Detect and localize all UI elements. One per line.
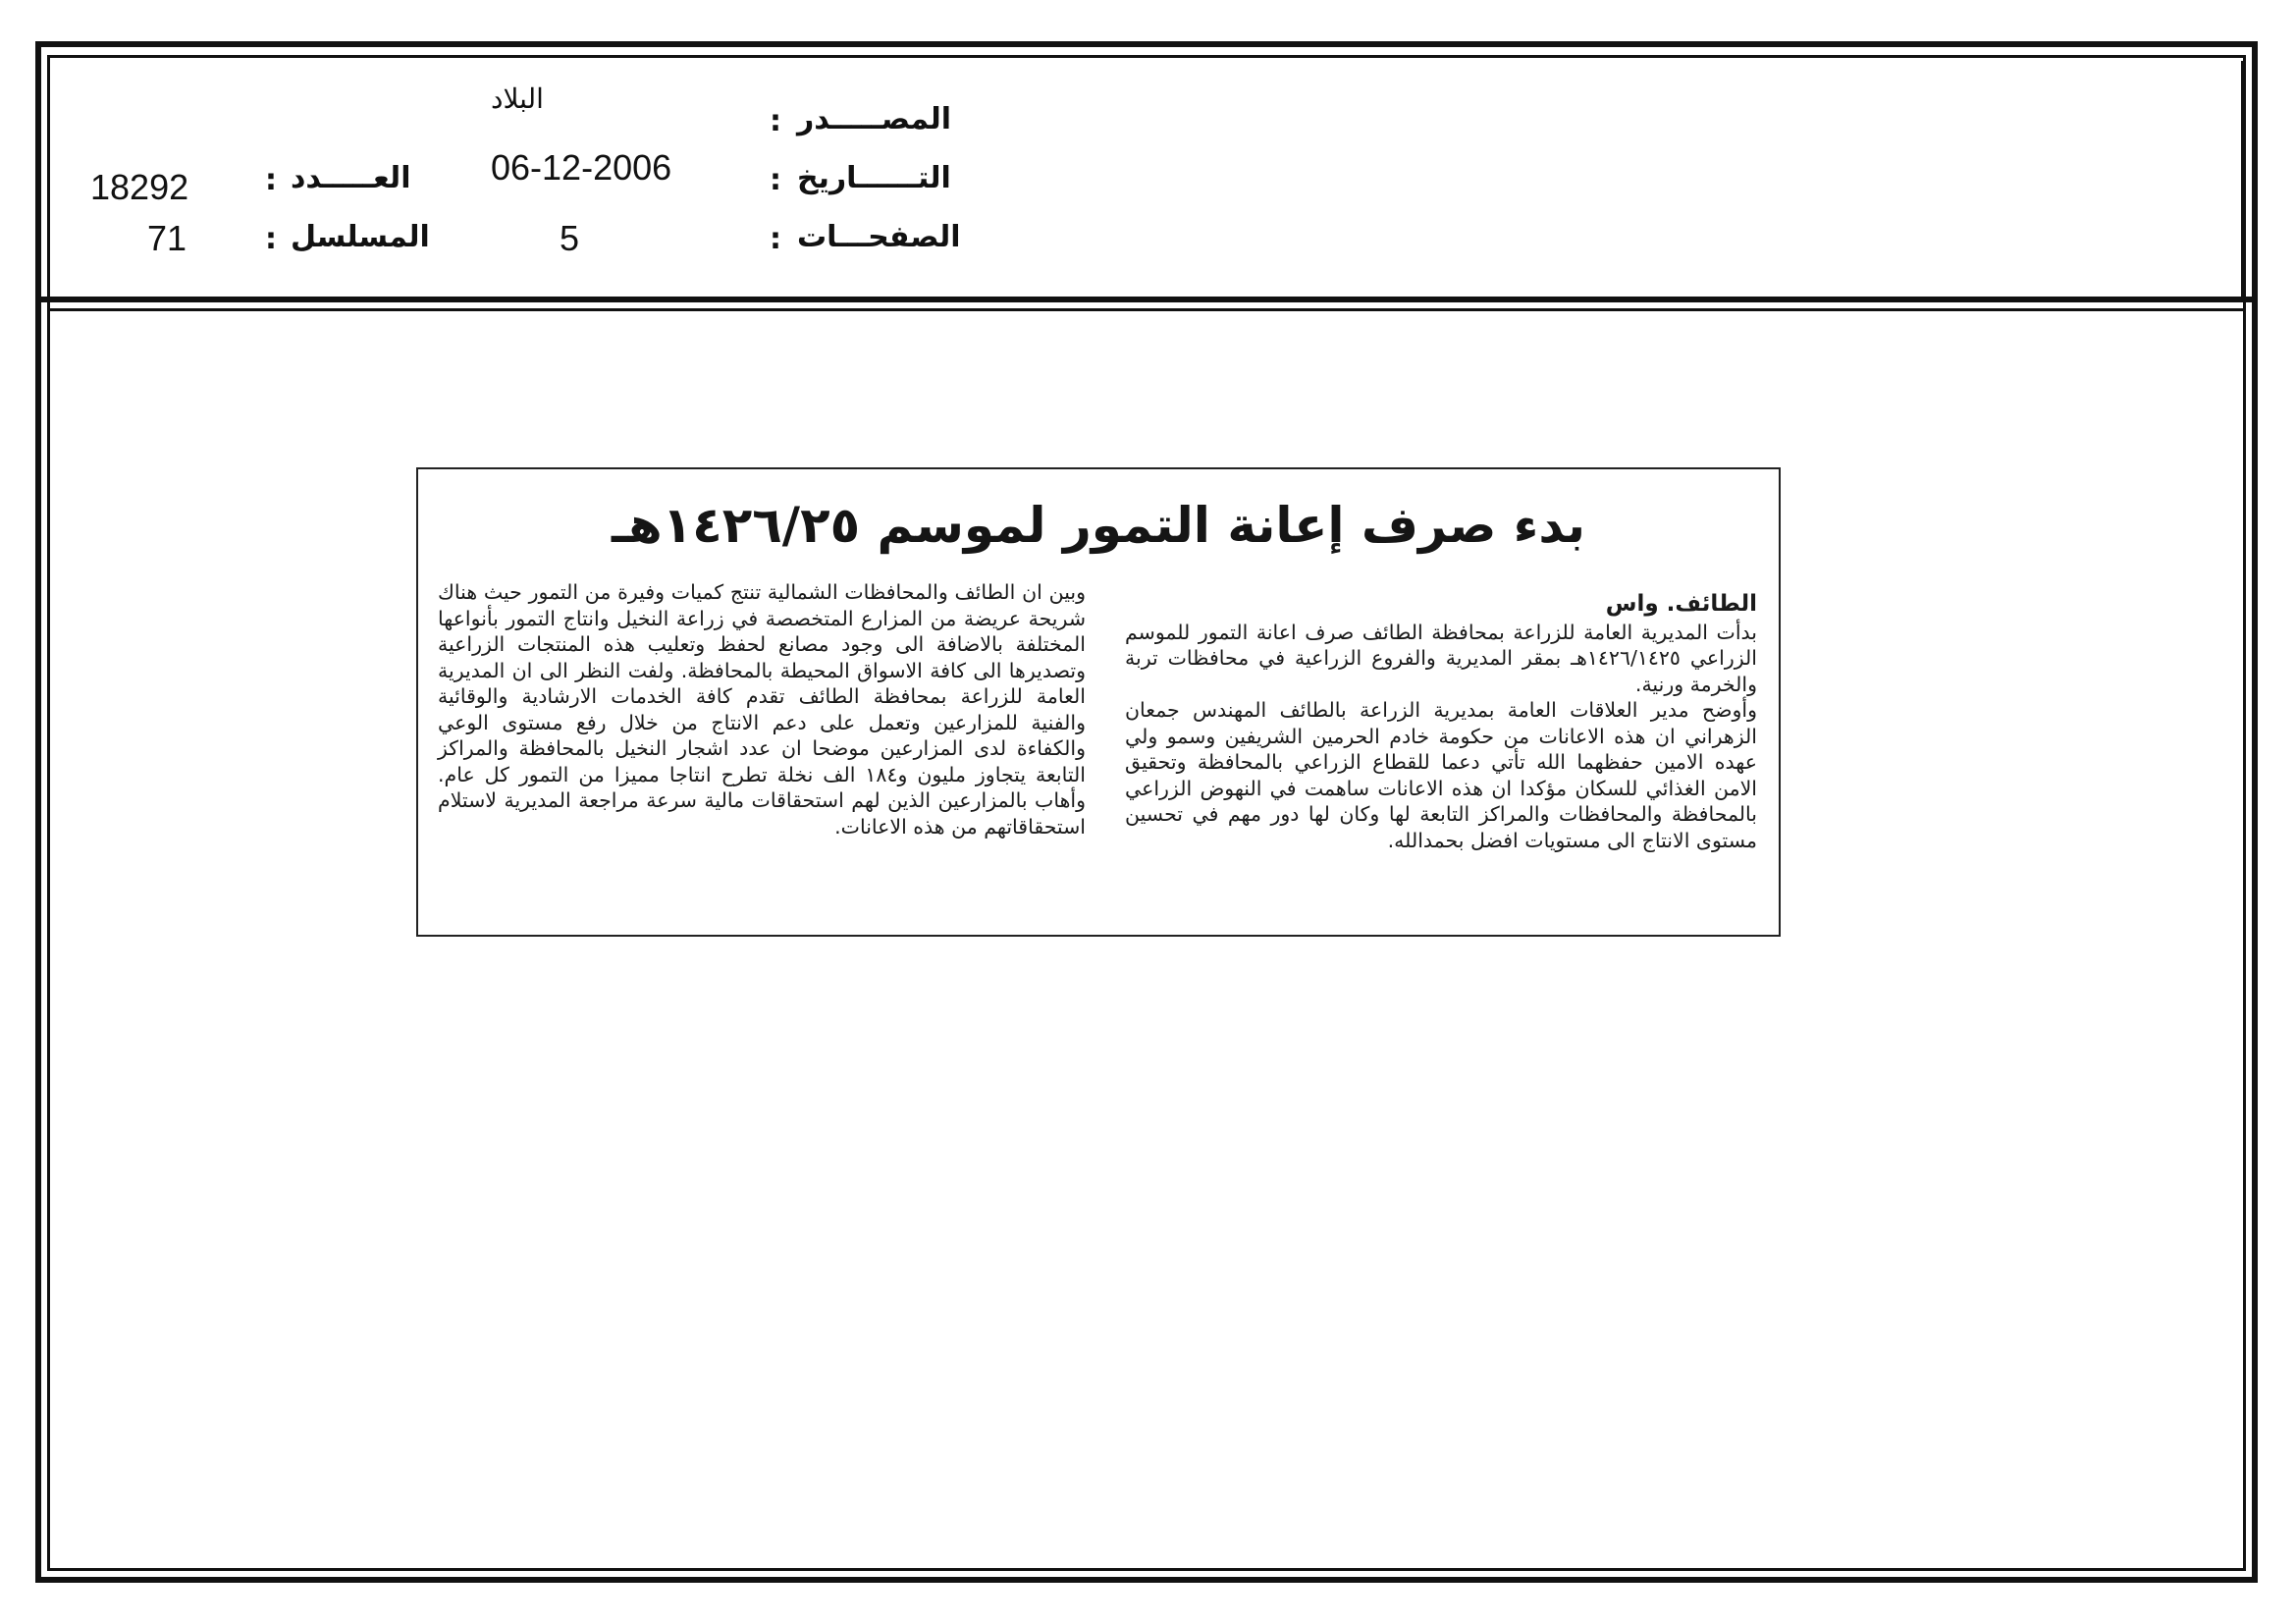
article-column-right xyxy=(1125,591,1757,853)
pages-value: 5 xyxy=(560,218,580,258)
date-value: 06-12-2006 xyxy=(491,147,672,188)
source-colon: : xyxy=(770,104,781,138)
header-divider xyxy=(35,297,2258,302)
date-colon: : xyxy=(770,163,781,197)
date-label: التــــــاريخ xyxy=(797,161,951,195)
article-column-left xyxy=(438,579,1086,839)
serial-value: 71 xyxy=(147,218,187,258)
article-paragraph: بدأت المديرية العامة للزراعة بمحافظة الطائف صرف اعانة التمور للموسم الزراعي ١٤٢٦/١٤٢٥هـ بمقر المديرية والفروع الزراعية في محافظات تربة والخرمة ورنية. xyxy=(1125,620,1757,696)
issue-colon: : xyxy=(265,163,277,197)
article-paragraph: وأوضح مدير العلاقات العامة بمديرية الزراعة بالطائف المهندس جمعان الزهراني ان هذه الاعانات من حكومة خادم الحرمين الشريفين وسمو ولي عهده الامين حفظهما الله تأتي دعما للقطاع الزراعي بالمحافظة وتحقيق الامن الغذائي للسكان مؤكدا ان هذه الاعانات ساهمت في النهوض الزراعي بالمحافظة والمحافظات والمراكز التابعة لها وكان لها دور مهم في تحسين مستوى الانتاج الى مستويات افضل بحمدالله. xyxy=(1125,698,1757,852)
article-byline: الطائف. واس xyxy=(1605,591,1757,617)
source-value: البلاد xyxy=(491,83,544,114)
issue-value: 18292 xyxy=(90,167,189,207)
pages-label: الصفحـــات xyxy=(797,220,961,254)
serial-label: المسلسل xyxy=(291,220,430,254)
issue-label: العـــــدد xyxy=(291,161,411,195)
serial-colon: : xyxy=(265,222,277,256)
pages-colon: : xyxy=(770,222,781,256)
article-headline: بدء صرف إعانة التمور لموسم ١٤٢٦/٢٥هـ xyxy=(611,497,1586,554)
source-label: المصـــــدر xyxy=(797,102,952,136)
header-divider-inner xyxy=(47,308,2246,311)
news-clipping xyxy=(416,467,1781,937)
header-right-rule xyxy=(2241,61,2244,297)
article-paragraph: وبين ان الطائف والمحافظات الشمالية تنتج كميات وفيرة من التمور حيث هناك شريحة عريضة من المزارع المتخصصة في زراعة النخيل وانتاج التمور بأنواعها المختلفة بالاضافة الى وجود مصانع لحفظ وتعليب هذه المنتجات الزراعية وتصديرها الى كافة الاسواق المحيطة بالمحافظة. ولفت النظر الى ان المديرية العامة للزراعة بمحافظة الطائف تقدم كافة الخدمات الارشادية والوقائية والفنية للمزارعين وتعمل على دعم الانتاج من خلال رفع مستوى الوعي والكفاءة لدى المزارعين موضحا ان عدد اشجار النخيل بالمحافظة والمراكز التابعة يتجاوز مليون و١٨٤ الف نخلة تطرح انتاجا مميزا من التمور كل عام. وأهاب بالمزارعين الذين لهم استحقاقات مالية سرعة مراجعة المديرية لاستلام استحقاقاتهم من هذه الاعانات. xyxy=(438,580,1086,839)
